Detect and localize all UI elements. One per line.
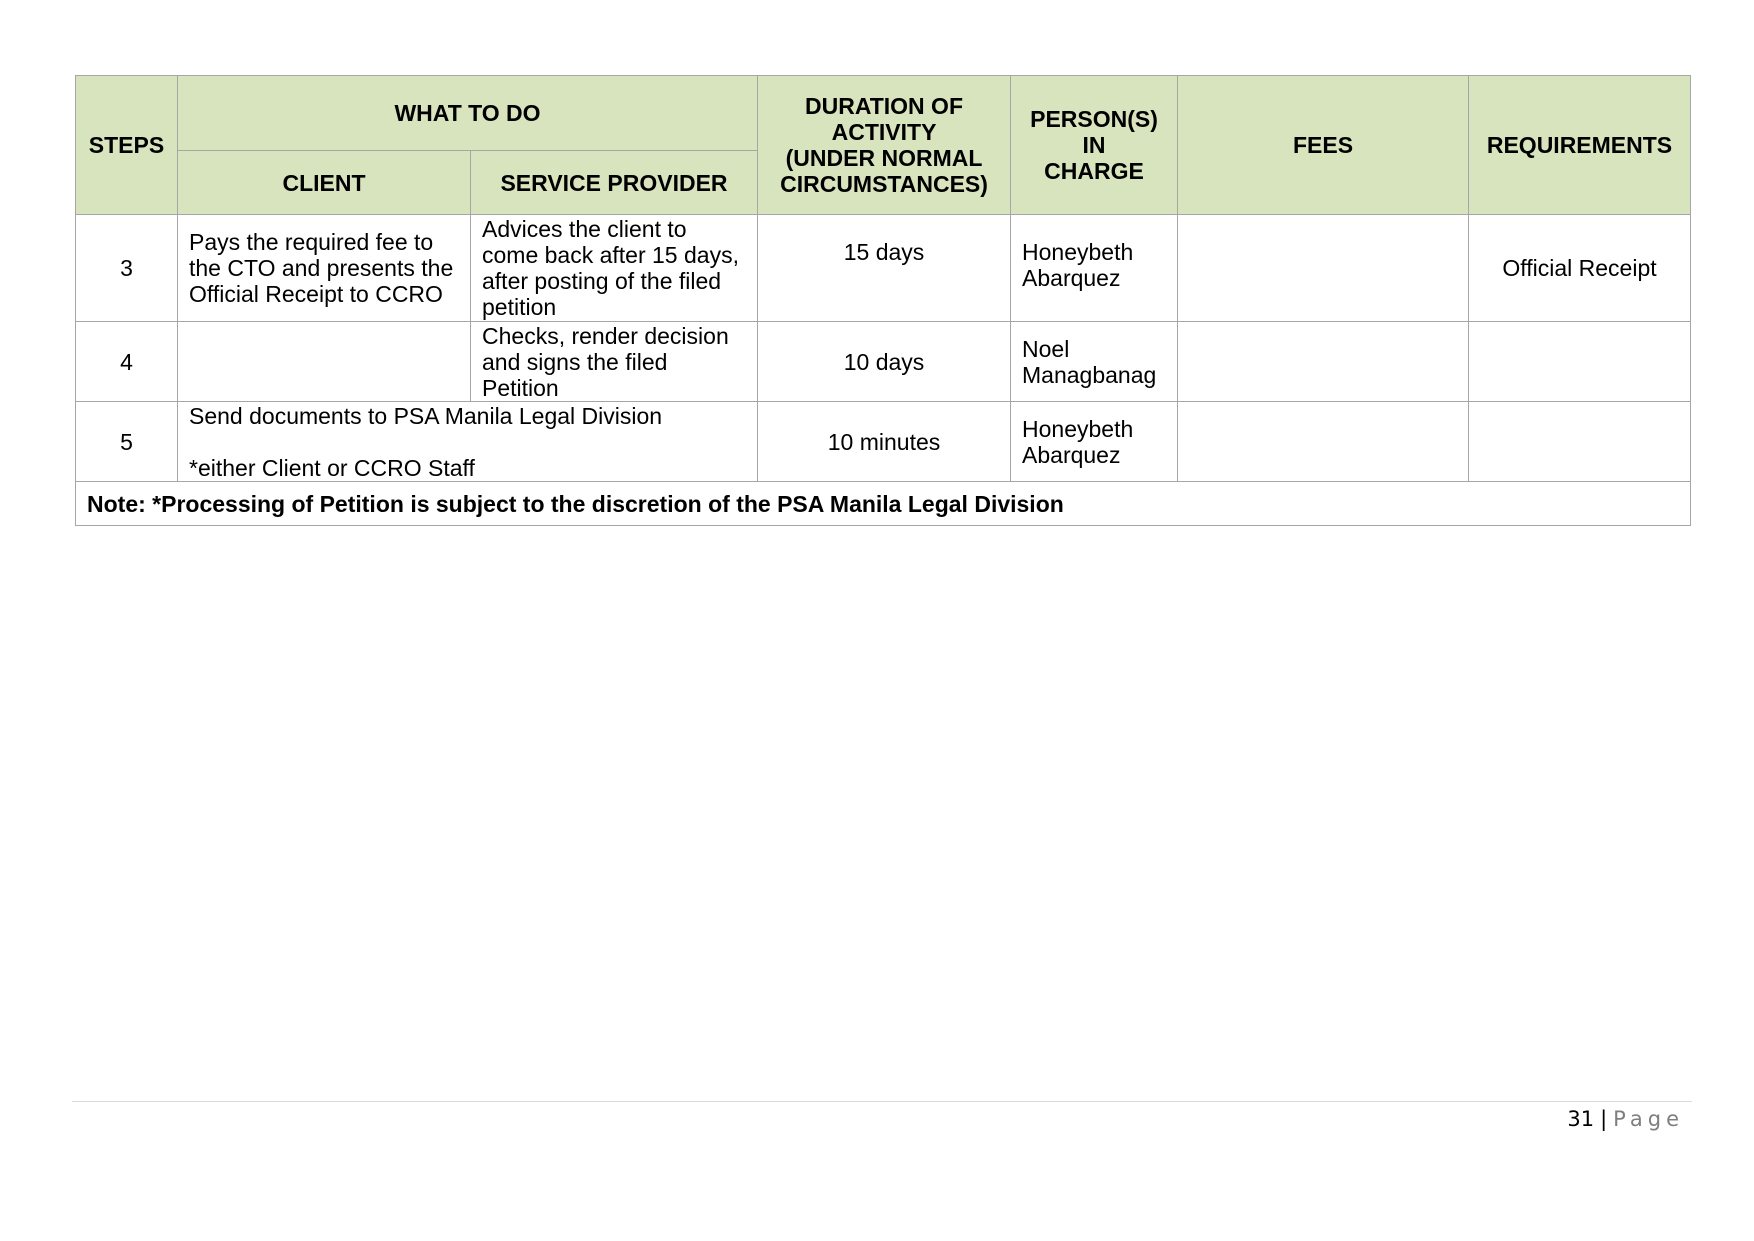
text-line: Managbanag (1022, 361, 1157, 388)
text-line: Honeybeth (1022, 415, 1134, 442)
text-line: come back after 15 days, (482, 242, 739, 268)
step-number: 4 (76, 322, 178, 402)
header-persons-in-charge (1011, 76, 1178, 215)
text-line: the CTO and presents the (189, 255, 454, 281)
table-row (76, 215, 1691, 322)
header-duration-line: (UNDER NORMAL (785, 145, 983, 171)
header-persons-line: CHARGE (1044, 158, 1144, 184)
text-line: Pays the required fee to (189, 229, 434, 255)
text-line: Abarquez (1022, 441, 1121, 468)
footer-divider (72, 1101, 1692, 1102)
merged-action (178, 402, 758, 482)
page-number: 31 (1567, 1107, 1595, 1131)
text-line: Send documents to PSA Manila Legal Division (189, 402, 663, 429)
text-line: Petition (482, 374, 559, 401)
table-row (76, 322, 1691, 402)
note-text: Note: *Processing of Petition is subject to the discretion of the PSA Manila Legal Division (76, 482, 1691, 526)
header-duration (758, 76, 1011, 215)
text-line: and signs the filed (482, 348, 668, 375)
duration: 10 minutes (758, 402, 1011, 482)
table-row (76, 402, 1691, 482)
footer-separator: | (1600, 1107, 1608, 1131)
text-line: *either Client or CCRO Staff (189, 454, 475, 481)
requirements-cell (1469, 322, 1691, 402)
header-fees: FEES (1178, 76, 1469, 215)
service-steps-table (75, 75, 1691, 526)
step-number: 5 (76, 402, 178, 482)
header-duration-line: CIRCUMSTANCES) (780, 171, 988, 197)
text-line: after posting of the filed (482, 268, 722, 294)
header-persons-line: PERSON(S) (1030, 106, 1158, 132)
page-label: Page (1613, 1107, 1684, 1131)
fees-cell (1178, 322, 1469, 402)
header-steps: STEPS (76, 76, 178, 215)
fees-cell (1178, 402, 1469, 482)
requirements-cell: Official Receipt (1469, 215, 1691, 322)
service-provider-action (471, 322, 758, 402)
requirements-cell (1469, 402, 1691, 482)
text-line: petition (482, 294, 557, 320)
service-provider-action (471, 215, 758, 322)
blank-line (189, 429, 746, 455)
client-action (178, 322, 471, 402)
fees-cell (1178, 215, 1469, 322)
duration: 10 days (758, 322, 1011, 402)
note-row (76, 482, 1691, 526)
text-line: Checks, render decision (482, 322, 729, 349)
text-line: Abarquez (1022, 265, 1121, 291)
header-persons-line: IN (1082, 132, 1106, 158)
text-line: Advices the client to (482, 216, 687, 242)
page-footer (1567, 1106, 1684, 1132)
header-duration-line: DURATION OF (805, 93, 964, 119)
header-client: CLIENT (178, 151, 471, 215)
header-service-provider: SERVICE PROVIDER (471, 151, 758, 215)
person-in-charge (1011, 322, 1178, 402)
header-requirements: REQUIREMENTS (1469, 76, 1691, 215)
person-in-charge (1011, 215, 1178, 322)
text-line: Honeybeth (1022, 239, 1134, 265)
header-what-to-do: WHAT TO DO (178, 76, 758, 151)
text-line: Official Receipt to CCRO (189, 281, 443, 307)
client-action (178, 215, 471, 322)
header-duration-line: ACTIVITY (831, 119, 937, 145)
person-in-charge (1011, 402, 1178, 482)
step-number: 3 (76, 215, 178, 322)
text-line: Noel (1022, 335, 1070, 362)
duration: 15 days (758, 215, 1011, 322)
